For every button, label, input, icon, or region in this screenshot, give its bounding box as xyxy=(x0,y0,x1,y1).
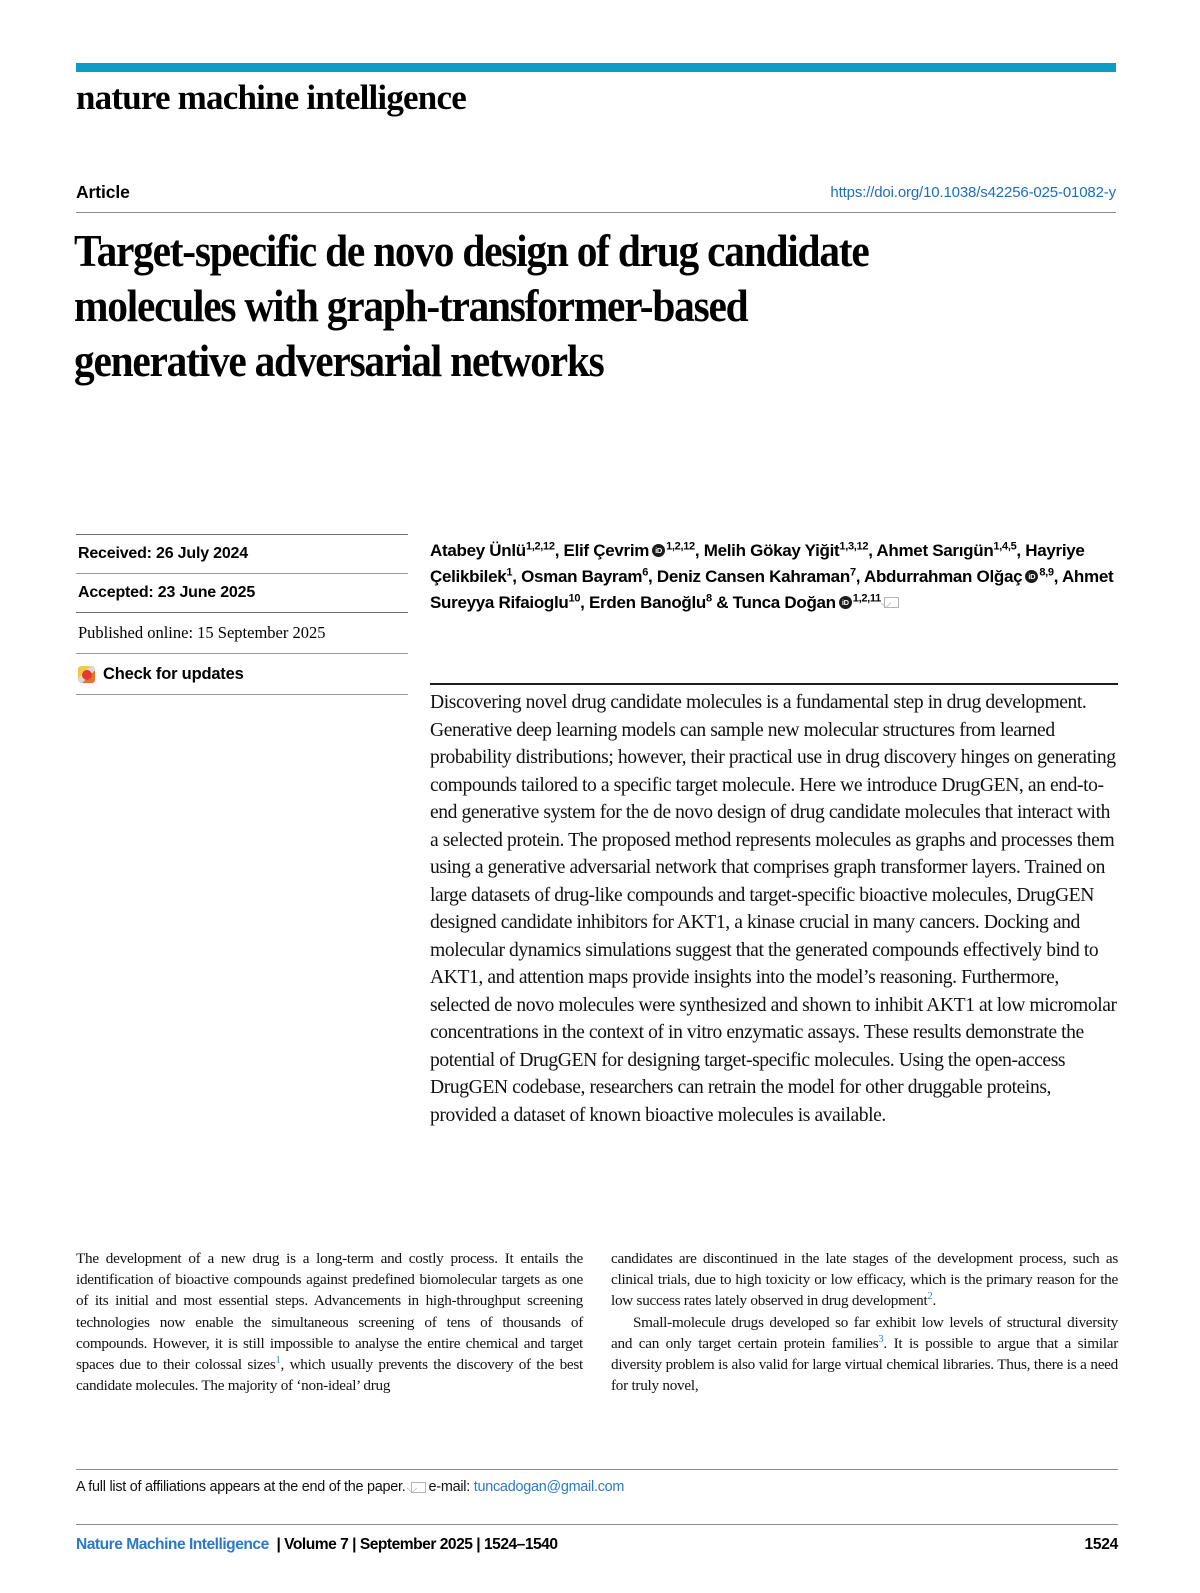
author-entry xyxy=(521,567,657,586)
author-separator: , xyxy=(1053,567,1062,586)
author-name: Abdurrahman Olğaç xyxy=(863,567,1023,586)
author-separator: , xyxy=(1016,541,1026,560)
body-column-left xyxy=(76,1248,583,1428)
check-for-updates-label: Check for updates xyxy=(103,665,244,683)
email-label: e-mail: xyxy=(428,1479,470,1495)
author-separator: , xyxy=(580,593,589,612)
body-column-right xyxy=(611,1248,1118,1428)
abstract-text: Discovering novel drug candidate molecules is a fundamental step in drug development. Generative deep learning models can sample new molecular structures from learned probability distributions; however, their practical use in drug discovery hinges on generating compounds tailored to a specific target molecule. Here we introduce DrugGEN, an end-to-end generative system for the de novo design of drug candidate molecules that interact with a selected protein. The proposed method represents molecules as graphs and processes them using a generative adversarial network that comprises graph transformer layers. Trained on large datasets of drug-like compounds and target-specific bioactive molecules, DrugGEN designed candidate inhibitors for AKT1, a kinase crucial in many cancers. Docking and molecular dynamics simulations suggest that the generated compounds effectively bind to AKT1, and attention maps provide insights into the model’s reasoning. Furthermore, selected de novo molecules were synthesized and shown to inhibit AKT1 at low micromolar concentrations in the context of in vitro enzymatic assays. These results demonstrate the potential of DrugGEN for designing target-specific molecules. Using the open-access DrugGEN codebase, researchers can retrain the model for other druggable proteins, provided a dataset of known bioactive molecules is available. xyxy=(430,692,1117,1126)
accepted-date: Accepted: 23 June 2025 xyxy=(78,584,256,601)
author-name: Ahmet Sureyya Rifaioglu xyxy=(430,567,1114,612)
footer-divider xyxy=(76,1469,1118,1470)
author-separator: , xyxy=(694,541,704,560)
author-separator: , xyxy=(648,567,657,586)
author-entry xyxy=(733,593,899,612)
body-paragraph: The development of a new drug is a long-term and costly process. It entails the identification of bioactive compounds against predefined biomolecular targets as one of its initial and most essential steps. Advancements in high-throughput screening technologies now enable the simultaneous screening of tens of thousands of compounds. However, it is still impossible to analyse the entire chemical and target spaces due to their colossal sizes$^1$, which usually prevents the discovery of the best candidate molecules. The majority of ‘non-ideal’ drug xyxy=(76,1250,583,1395)
author-affiliation-marker: 6 xyxy=(642,566,649,579)
author-affiliation-marker: 8 xyxy=(706,592,712,605)
header-divider xyxy=(76,212,1116,213)
author-affiliation-marker: 1,3,12 xyxy=(839,540,869,553)
author-list xyxy=(430,538,1120,616)
author-affiliation-marker: 1,2,12 xyxy=(525,540,555,553)
citation-journal-name: Nature Machine Intelligence xyxy=(76,1536,269,1553)
author-name: Hayriye Çelikbilek xyxy=(430,541,1085,586)
orcid-icon[interactable] xyxy=(1025,570,1038,583)
crossmark-icon xyxy=(78,666,95,683)
author-affiliation-marker: 1,4,5 xyxy=(993,540,1017,553)
author-separator: , xyxy=(868,541,877,560)
abstract-divider xyxy=(430,683,1118,685)
orcid-icon[interactable] xyxy=(652,544,665,557)
envelope-icon xyxy=(411,1482,426,1493)
article-history xyxy=(76,534,408,695)
author-separator: , xyxy=(855,567,864,586)
author-entry xyxy=(430,541,564,560)
citation-divider xyxy=(76,1524,1118,1525)
received-date: Received: 26 July 2024 xyxy=(78,545,248,562)
citation-issue-info: | Volume 7 | September 2025 | 1524–1540 xyxy=(276,1536,558,1553)
reference-marker[interactable]: 1 xyxy=(275,1354,281,1366)
author-name: Deniz Cansen Kahraman xyxy=(656,567,850,586)
author-affiliation-marker: 1 xyxy=(506,566,513,579)
journal-accent-bar xyxy=(76,63,1116,72)
author-affiliation-marker: 7 xyxy=(849,566,856,579)
author-name: Erden Banoğlu xyxy=(589,593,706,612)
author-affiliation-marker: 1,2,11 xyxy=(852,592,881,605)
affiliation-note xyxy=(76,1479,624,1495)
body-paragraph: Small-molecule drugs developed so far exhibit low levels of structural diversity and can only target certain protein families$^3$. It is possible to argue that a similar diversity problem is also valid for large virtual chemical libraries. Thus, there is a need for truly novel, xyxy=(611,1313,1118,1395)
envelope-icon[interactable] xyxy=(884,597,899,608)
author-name: Ahmet Sarıgün xyxy=(876,541,994,560)
orcid-icon[interactable] xyxy=(839,596,852,609)
author-name: Atabey Ünlü xyxy=(430,541,526,560)
author-entry xyxy=(864,567,1062,586)
author-name: Melih Gökay Yiğit xyxy=(703,541,840,560)
published-date: Published online: 15 September 2025 xyxy=(78,623,326,642)
article-type-label: Article xyxy=(76,182,130,202)
author-name: Osman Bayram xyxy=(521,567,643,586)
author-affiliation-marker: 1,2,12 xyxy=(666,540,695,553)
author-entry xyxy=(564,541,704,560)
reference-marker[interactable]: 3 xyxy=(878,1333,884,1345)
author-affiliation-marker: 10 xyxy=(568,592,581,605)
author-entry xyxy=(704,541,877,560)
reference-marker[interactable]: 2 xyxy=(927,1291,933,1303)
author-name: Tunca Doğan xyxy=(732,593,836,612)
check-for-updates-button[interactable] xyxy=(76,654,408,694)
email-link[interactable]: tuncadogan@gmail.com xyxy=(473,1479,625,1495)
journal-masthead: nature machine intelligence xyxy=(76,78,466,117)
body-columns xyxy=(76,1248,1118,1428)
author-name: Elif Çevrim xyxy=(563,541,650,560)
author-separator: & xyxy=(711,593,733,612)
affiliation-note-text: A full list of affiliations appears at the end of the paper. xyxy=(76,1479,406,1495)
author-entry xyxy=(589,593,733,612)
author-entry xyxy=(657,567,864,586)
page-title: Target-specific de novo design of drug candidate molecules with graph-transformer-based generative adversarial networks xyxy=(74,226,869,386)
citation-line xyxy=(76,1536,558,1554)
author-separator: , xyxy=(554,541,564,560)
author-separator: , xyxy=(512,567,522,586)
doi-link[interactable]: https://doi.org/10.1038/s42256-025-01082-y xyxy=(830,184,1116,201)
page-number: 1524 xyxy=(1084,1536,1118,1553)
article-type-row xyxy=(76,182,1116,212)
body-paragraph: candidates are discontinued in the late stages of the development process, such as clinical trials, due to high toxicity or low efficacy, which is the primary reason for the low success rates lately observed in drug development$^2$. xyxy=(611,1250,1118,1310)
author-entry xyxy=(876,541,1025,560)
author-affiliation-marker: 8,9 xyxy=(1039,566,1054,579)
history-divider xyxy=(76,694,408,695)
